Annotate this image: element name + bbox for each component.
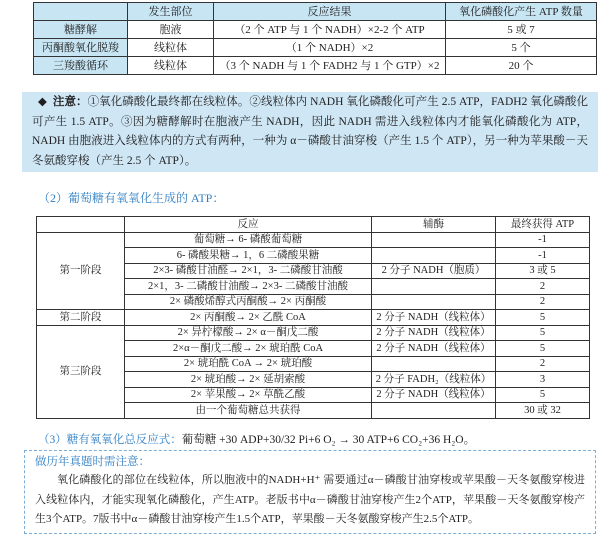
coenzyme-cell [372,248,496,264]
coenzyme-cell [372,294,496,310]
atp-cell: 2 [496,294,590,310]
process-cell: 三羧酸循环 [34,57,128,75]
coenzyme-cell: 2 分子 FADH₂（线粒体） [372,372,496,388]
note-box [22,92,598,172]
result-cell: （3 个 NADH 与 1 个 FADH2 与 1 个 GTP）×2 [214,57,446,75]
atp-cell: 2 [496,356,590,372]
atp-cell: 20 个 [446,57,597,75]
table-row [37,232,590,248]
exam-tip-text: 氧化磷酸化的部位在线粒体，所以胞液中的NADH+H⁺ 需要通过α－磷酸甘油穿梭或苹果酸－天冬氨酸穿梭进入线粒体内，才能实现氧化磷酸化，产生ATP。老版书中α－磷酸甘油穿梭产生2个ATP，苹果酸－天冬氨酸穿梭产生3个ATP。7版书中α－磷酸甘油穿梭产生1.5个ATP，苹果酸－天冬氨酸穿梭产生2.5个ATP。 [35,474,585,525]
reaction-cell: 2×α－酮戊二酸→ 2× 琥珀酰 CoA [125,341,372,357]
atp-cell: -1 [496,232,590,248]
process-cell: 糖酵解 [34,21,128,39]
header-cell-reaction: 反应 [125,217,372,233]
atp-cell: 5 或 7 [446,21,597,39]
reaction-cell: 2×1，3- 二磷酸甘油酸→ 2×3- 二磷酸甘油酸 [125,279,372,295]
atp-cell: 5 个 [446,39,597,57]
location-cell: 胞液 [128,21,214,39]
reaction-cell: 6- 磷酸果糖→ 1，6 二磷酸果糖 [125,248,372,264]
coenzyme-cell [372,232,496,248]
exam-tip-box [24,450,596,534]
reaction-cell: 2× 琥珀酰 CoA → 2× 琥珀酸 [125,356,372,372]
atp-cell: 5 [496,341,590,357]
note-text: ①氧化磷酸化最终都在线粒体。②线粒体内 NADH 氧化磷酸化可产生 2.5 ATP，FADH2 氧化磷酸化可产生 1.5 ATP。③因为糖酵解时在胞液产生 NADH，因此 NADH 需进入线粒体内才能氧化磷酸化为 ATP，NADH 由胞液进入线粒体内的方式有两种，一种为 α－磷酸甘油穿梭（产生 1.5 个 ATP），另一种为苹果酸－天冬氨酸穿梭（产生 2.5 个 ATP）。 [32,96,588,167]
coenzyme-cell: 2 分子 NADH（线粒体） [372,310,496,326]
reaction-cell: 2×3- 磷酸甘油醛→ 2×1，3- 二磷酸甘油酸 [125,263,372,279]
glucose-aerobic-oxidation-atp-table [36,216,590,419]
formula-label: （3）糖有氧氧化总反应式： [38,434,182,446]
atp-cell: 5 [496,325,590,341]
header-cell-atp-count: 氧化磷酸化产生 ATP 数量 [446,3,597,21]
coenzyme-cell: 2 分子 NADH（线粒体） [372,387,496,403]
header-cell-location: 发生部位 [128,3,214,21]
table-row [37,310,590,326]
diamond-bullet-icon: ◆ [38,96,47,108]
overall-reaction-line [38,431,475,449]
reaction-cell: 2× 丙酮酸→ 2× 乙酰 CoA [125,310,372,326]
reaction-cell: 2× 苹果酸→ 2× 草酰乙酸 [125,387,372,403]
note-label: 注意： [52,96,88,108]
coenzyme-cell: 2 分子 NADH（胞质） [372,263,496,279]
atp-cell: 3 或 5 [496,263,590,279]
header-cell-result: 反应结果 [214,3,446,21]
coenzyme-cell: 2 分子 NADH（线粒体） [372,325,496,341]
header-corner-cell [34,3,128,21]
atp-cell: 5 [496,387,590,403]
total-atp-cell: 30 或 32 [496,403,590,419]
reaction-cell: 2× 磷酸烯醇式丙酮酸→ 2× 丙酮酸 [125,294,372,310]
atp-cell: -1 [496,248,590,264]
result-cell: （1 个 NADH）×2 [214,39,446,57]
coenzyme-cell [372,356,496,372]
coenzyme-cell: 2 分子 NADH（线粒体） [372,341,496,357]
result-cell: （2 个 ATP 与 1 个 NADH）×2-2 个 ATP [214,21,446,39]
reaction-cell: 2× 琥珀酸→ 2× 延胡索酸 [125,372,372,388]
coenzyme-cell [372,279,496,295]
total-coenzyme-cell [372,403,496,419]
atp-cell: 2 [496,279,590,295]
table-row [37,325,590,341]
stage-label-third: 第三阶段 [37,325,125,418]
table-header-row [34,3,597,21]
table-header-row [37,217,590,233]
reaction-cell: 葡萄糖→ 6- 磷酸葡萄糖 [125,232,372,248]
formula-equation: 葡萄糖 +30 ADP+30/32 Pi+6 O₂ → 30 ATP+6 CO₂+36 H₂O。 [181,434,476,446]
location-cell: 线粒体 [128,39,214,57]
stage-label-second: 第二阶段 [37,310,125,326]
header-corner-cell [37,217,125,233]
reaction-cell: 2× 异柠檬酸→ 2× α－酮戊二酸 [125,325,372,341]
atp-yield-by-process-table [33,2,597,75]
location-cell: 线粒体 [128,57,214,75]
table-row [34,21,597,39]
stage-label-first: 第一阶段 [37,232,125,310]
exam-tip-title: 做历年真题时需注意： [35,456,150,468]
section-title: （2）葡萄糖有氧氧化生成的 ATP： [38,191,225,205]
total-label-cell: 由一个葡萄糖总共获得 [125,403,372,419]
atp-cell: 5 [496,310,590,326]
table-row [34,39,597,57]
atp-cell: 3 [496,372,590,388]
process-cell: 丙酮酸氧化脱羧 [34,39,128,57]
table-row [34,57,597,75]
header-cell-coenzyme: 辅酶 [372,217,496,233]
header-cell-final-atp: 最终获得 ATP [496,217,590,233]
